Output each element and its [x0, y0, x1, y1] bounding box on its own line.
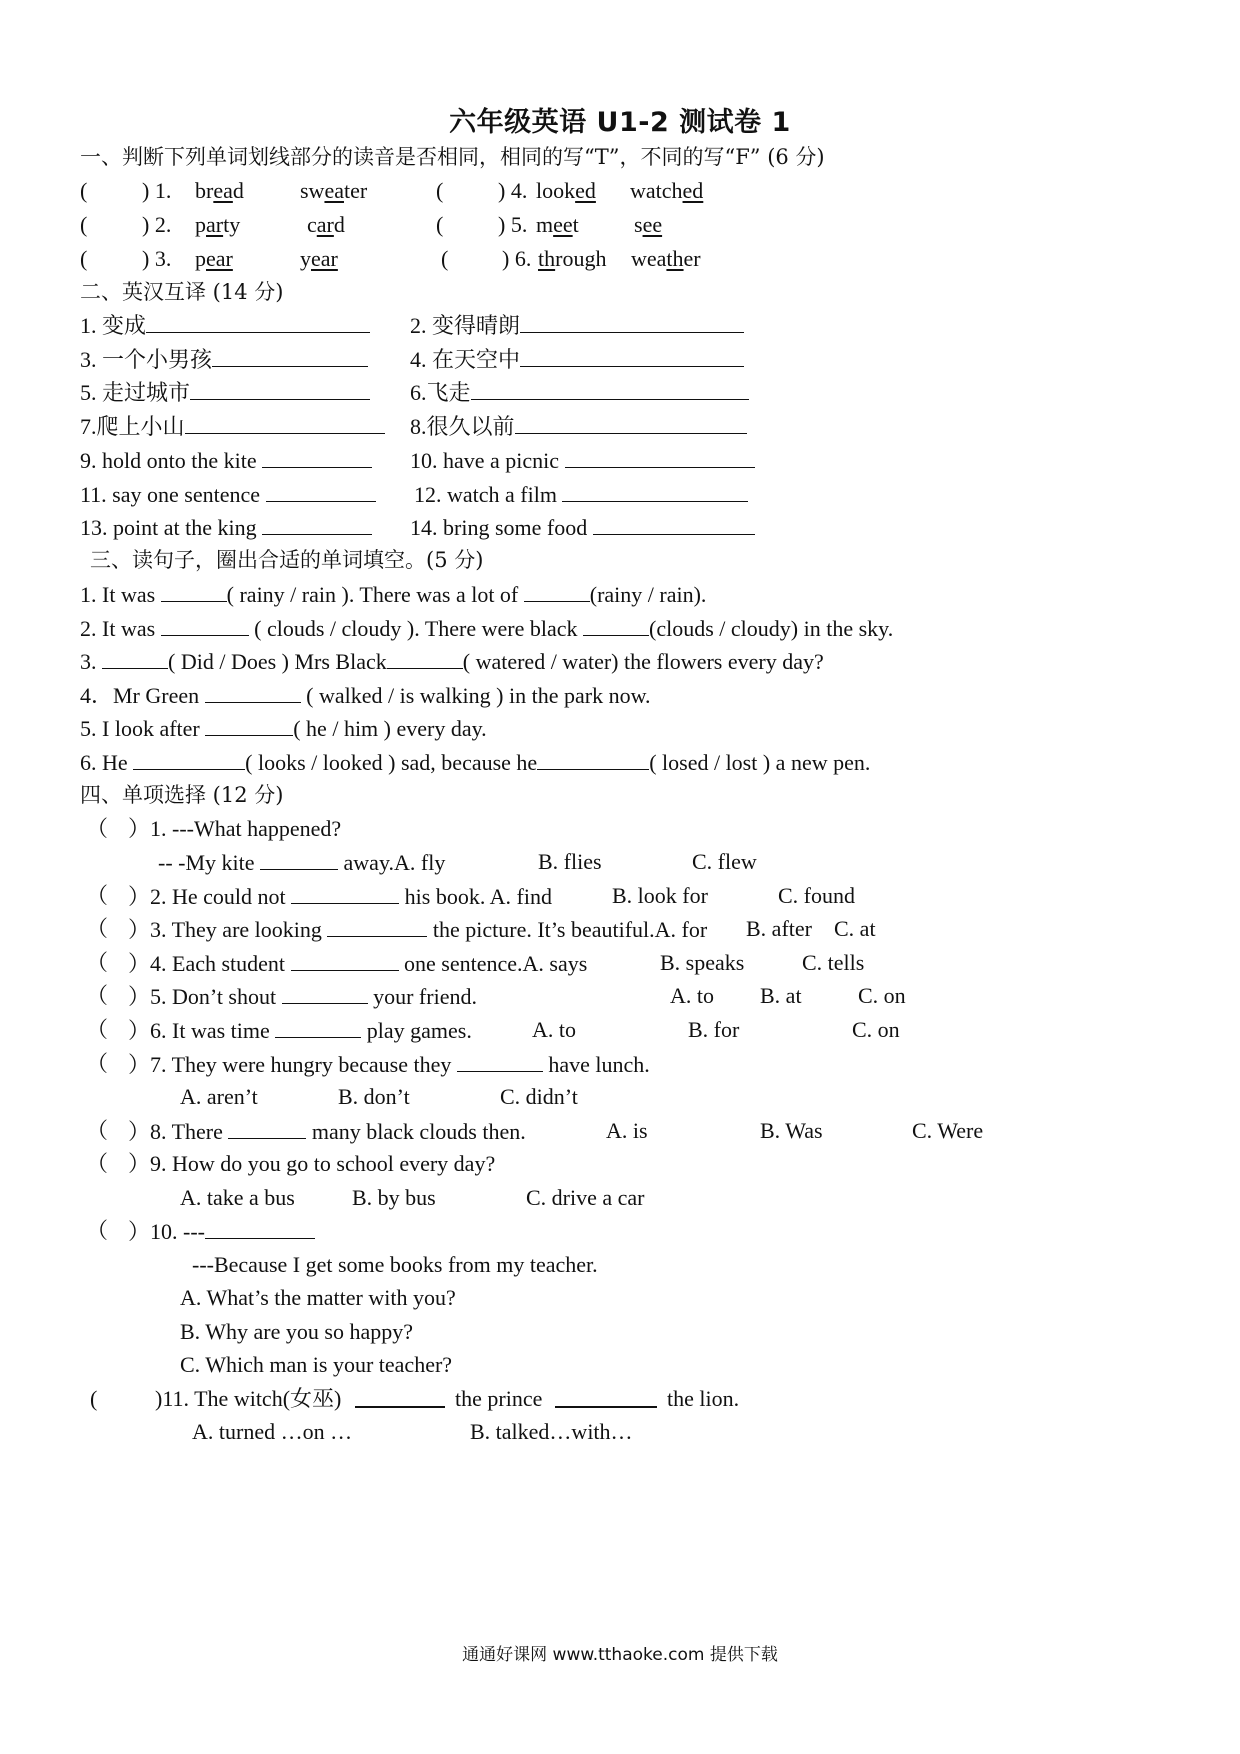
- mc-question-1: [0, 814, 1240, 844]
- page-footer: 通通好课网 www.tthaoke.com 提供下载: [462, 1645, 778, 1665]
- answer-paren: （: [86, 816, 109, 841]
- question-text: the lion.: [667, 1386, 740, 1411]
- question-text: ）7. They were hungry because they have lunch.: [128, 1049, 650, 1080]
- option-c: C. drive a car: [526, 1185, 645, 1210]
- word: year: [300, 246, 338, 271]
- question-text: ）6. It was time play games.: [128, 1015, 472, 1046]
- option-b: B. by bus: [352, 1185, 436, 1210]
- s1-row-3: [0, 244, 1240, 274]
- s3-sentence-3: 3. ( Did / Does ) Mrs Black ( watered / water) the flowers every day?: [80, 646, 824, 677]
- s3-sentence-2: 2. It was ( clouds / cloudy ). There were black (clouds / cloudy) in the sky.: [80, 613, 893, 644]
- option-a: A. take a bus: [180, 1185, 295, 1210]
- mc-question-5: [0, 981, 1240, 1011]
- item-number: ) 2.: [142, 212, 172, 237]
- mc-question-9: [0, 1149, 1240, 1179]
- option-a: A. What’s the matter with you?: [180, 1285, 456, 1310]
- word: watched: [630, 178, 704, 203]
- s2-item-14: 14. bring some food: [410, 512, 755, 543]
- option-c: C. found: [778, 883, 855, 908]
- s3-sentence-1: 1. It was ( rainy / rain ). There was a lot of (rainy / rain).: [80, 579, 706, 610]
- word: pear: [195, 246, 233, 271]
- s2-item-12: 12. watch a film: [414, 479, 748, 510]
- mc-question-11: [0, 1384, 1240, 1414]
- question-text: ）3. They are looking the picture. It’s beautiful.A. for: [128, 914, 707, 945]
- option-b: B. for: [688, 1017, 740, 1042]
- question-text: ）1. ---What happened?: [128, 816, 342, 841]
- mc-question-8: [0, 1116, 1240, 1146]
- s2-item-8: 8.很久以前: [410, 411, 747, 442]
- s2-item-4: 4. 在天空中: [410, 344, 744, 375]
- word: through: [538, 246, 607, 271]
- option-c: C. Were: [912, 1118, 984, 1143]
- s1-row-1: [0, 176, 1240, 206]
- option-c: C. on: [852, 1017, 900, 1042]
- word: see: [634, 212, 663, 237]
- s2-item-11: 11. say one sentence: [80, 479, 376, 510]
- answer-paren: （: [86, 1051, 109, 1076]
- option-c: C. flew: [692, 849, 757, 874]
- question-text: -- -My kite away.A. fly: [158, 847, 445, 878]
- question-text: ）8. There many black clouds then.: [128, 1116, 526, 1147]
- mc-question-9-options: [0, 1183, 1240, 1213]
- s2-item-6: 6.飞走: [410, 377, 749, 408]
- option-a: A. to: [670, 983, 714, 1008]
- option-a: A. aren’t: [180, 1084, 258, 1109]
- mc-question-6: [0, 1015, 1240, 1045]
- s2-item-10: 10. have a picnic: [410, 445, 755, 476]
- s2-item-1: 1. 变成: [80, 310, 370, 341]
- word: weather: [631, 246, 701, 271]
- answer-blank: [555, 1384, 657, 1416]
- question-text: ）2. He could not his book. A. find: [128, 881, 552, 912]
- s2-item-13: 13. point at the king: [80, 512, 372, 543]
- mc-question-7-options: [0, 1082, 1240, 1112]
- option-b: B. at: [760, 983, 802, 1008]
- answer-paren: (: [436, 212, 444, 237]
- mc-question-11-options: [0, 1417, 1240, 1447]
- option-b: B. flies: [538, 849, 602, 874]
- option-b: B. speaks: [660, 950, 745, 975]
- s3-sentence-5: 5. I look after ( he / him ) every day.: [80, 713, 487, 744]
- s3-sentence-4: 4．Mr Green ( walked / is walking ) in the park now.: [80, 680, 651, 711]
- option-b: B. Why are you so happy?: [180, 1319, 413, 1344]
- answer-paren: (: [80, 178, 88, 203]
- mc-question-4: [0, 948, 1240, 978]
- mc-question-10-response: ---Because I get some books from my teacher.: [192, 1252, 598, 1277]
- option-c: C. Which man is your teacher?: [180, 1352, 453, 1377]
- option-b: B. Was: [760, 1118, 823, 1143]
- item-number: ) 6.: [502, 246, 532, 271]
- answer-paren: (: [90, 1386, 98, 1411]
- word: card: [307, 212, 345, 237]
- word: looked: [536, 178, 596, 203]
- answer-paren: （: [86, 916, 109, 941]
- word: meet: [536, 212, 579, 237]
- answer-paren: （: [86, 1151, 109, 1176]
- word: sweater: [300, 178, 368, 203]
- option-a: A. turned …on …: [192, 1419, 353, 1444]
- option-b: B. after: [746, 916, 812, 941]
- mc-question-3: [0, 914, 1240, 944]
- item-number: ) 5.: [498, 212, 528, 237]
- option-a: A. to: [532, 1017, 576, 1042]
- s3-sentence-6: 6. He ( looks / looked ) sad, because he ( losed / lost ) a new pen.: [80, 747, 870, 778]
- answer-paren: (: [80, 246, 88, 271]
- section-1-heading: 一、判断下列单词划线部分的读音是否相同，相同的写“T”，不同的写“F” (6 分): [80, 145, 825, 169]
- answer-paren: (: [80, 212, 88, 237]
- answer-blank: [355, 1384, 445, 1416]
- question-text: ）4. Each student one sentence.A. says: [128, 948, 587, 979]
- answer-paren: （: [86, 983, 109, 1008]
- option-c: C. at: [834, 916, 876, 941]
- s1-row-2: [0, 210, 1240, 240]
- answer-paren: (: [441, 246, 449, 271]
- option-b: B. talked…with…: [470, 1419, 633, 1444]
- answer-paren: （: [86, 950, 109, 975]
- item-number: ) 3.: [142, 246, 172, 271]
- s2-item-5: 5. 走过城市: [80, 377, 370, 408]
- mc-question-7: [0, 1049, 1240, 1079]
- option-a: A. is: [606, 1118, 648, 1143]
- option-b: B. don’t: [338, 1084, 410, 1109]
- answer-paren: （: [86, 883, 109, 908]
- answer-paren: （: [86, 1118, 109, 1143]
- question-text: ）5. Don’t shout your friend.: [128, 981, 477, 1012]
- item-number: ) 1.: [142, 178, 172, 203]
- mc-question-2: [0, 881, 1240, 911]
- question-text: ）9. How do you go to school every day?: [128, 1151, 496, 1176]
- option-b: B. look for: [612, 883, 708, 908]
- section-3-heading: 三、读句子，圈出合适的单词填空。(5 分): [90, 548, 484, 572]
- section-2-heading: 二、英汉互译 (14 分): [80, 280, 284, 304]
- section-4-heading: 四、单项选择 (12 分): [80, 783, 284, 807]
- s2-item-3: 3. 一个小男孩: [80, 344, 368, 375]
- mc-question-10: [0, 1216, 1240, 1246]
- question-text: the prince: [455, 1386, 543, 1411]
- option-c: C. didn’t: [500, 1084, 578, 1109]
- s2-item-7: 7.爬上小山: [80, 411, 385, 442]
- answer-paren: （: [86, 1218, 109, 1243]
- word: bread: [195, 178, 244, 203]
- answer-paren: （: [86, 1017, 109, 1042]
- question-text: ）10. ---: [128, 1216, 315, 1247]
- word: party: [195, 212, 241, 237]
- question-text: )11. The witch(女巫): [155, 1386, 342, 1411]
- option-c: C. tells: [802, 950, 865, 975]
- mc-question-1-options: [0, 847, 1240, 877]
- option-c: C. on: [858, 983, 906, 1008]
- s2-item-9: 9. hold onto the kite: [80, 445, 372, 476]
- item-number: ) 4.: [498, 178, 528, 203]
- page-title: 六年级英语 U1-2 测试卷 1: [449, 107, 791, 138]
- answer-paren: (: [436, 178, 444, 203]
- s2-item-2: 2. 变得晴朗: [410, 310, 744, 341]
